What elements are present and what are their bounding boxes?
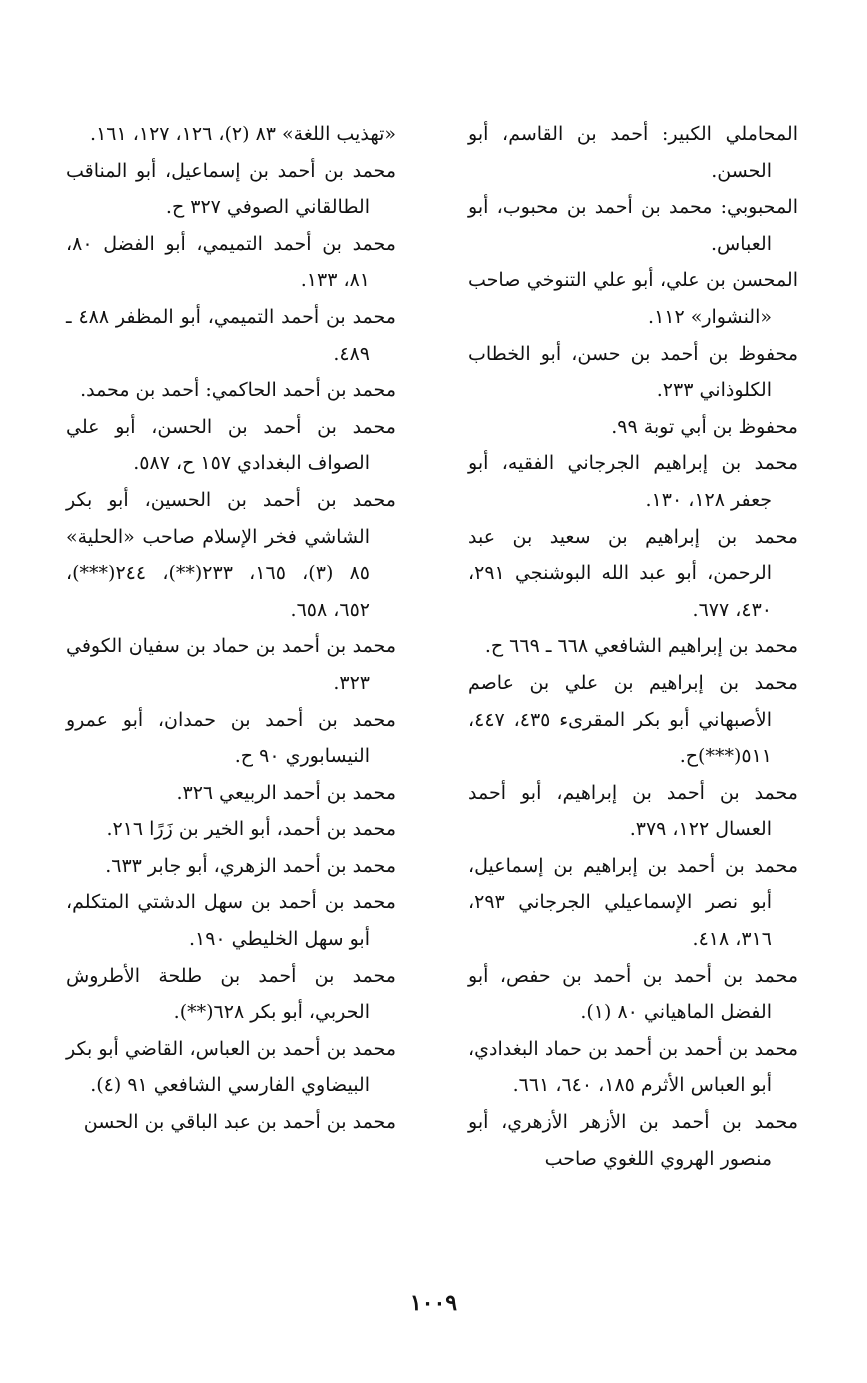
index-entry: محمد بن أحمد بن حماد بن سفيان الكوفي ٣٢٣.	[66, 635, 396, 694]
index-entry: محمد بن إبراهيم الجرجاني الفقيه، أبو جعفر ١٢٨، ١٣٠.	[468, 452, 798, 511]
page-number: ١٠٠٩	[409, 1290, 458, 1316]
index-entry: محمد بن أحمد بن طلحة الأطروش الحربي، أبو بكر ٦٢٨(**).	[66, 964, 396, 1024]
index-entry: محمد بن أحمد بن أحمد بن حفص، أبو الفضل الماهياني ٨٠ (١).	[468, 964, 798, 1024]
index-entry: المحسن بن علي، أبو علي التنوخي صاحب «النشوار» ١١٢.	[468, 269, 798, 328]
index-entry: محمد بن أحمد بن عبد الباقي بن الحسن	[83, 1111, 396, 1134]
index-entry: محمد بن أحمد التميمي، أبو المظفر ٤٨٨ ـ ٤٨٩.	[66, 305, 396, 365]
index-entry: محمد بن أحمد بن إبراهيم بن إسماعيل، أبو نصر الإسماعيلي الجرجاني ٢٩٣، ٣١٦، ٤١٨.	[468, 854, 798, 951]
index-entry: محمد بن أحمد بن أحمد بن حماد البغدادي، أبو العباس الأثرم ١٨٥، ٦٤٠، ٦٦١.	[468, 1037, 798, 1097]
index-entry: محفوظ بن أبي توبة ٩٩.	[611, 415, 798, 438]
index-entry: محمد بن أحمد بن سهل الدشتي المتكلم، أبو سهل الخليطي ١٩٠.	[66, 891, 396, 951]
index-entry: محمد بن أحمد بن إسماعيل، أبو المناقب الطالقاني الصوفي ٣٢٧ ح.	[66, 159, 396, 219]
index-entry: المحبوبي: محمد بن أحمد بن محبوب، أبو العباس.	[468, 196, 798, 255]
index-entry: محمد بن أحمد بن العباس، القاضي أبو بكر البيضاوي الفارسي الشافعي ٩١ (٤).	[66, 1037, 396, 1097]
index-entry: محمد بن أحمد بن الحسن، أبو علي الصواف البغدادي ١٥٧ ح، ٥٨٧.	[66, 415, 396, 475]
index-entry: المحاملي الكبير: أحمد بن القاسم، أبو الحسن.	[468, 123, 798, 182]
left-column	[66, 116, 396, 1141]
index-entry: محمد بن أحمد الربيعي ٣٢٦.	[176, 781, 396, 804]
index-entry: محمد بن إبراهيم بن سعيد بن عبد الرحمن، أبو عبد الله البوشنجي ٢٩١، ٤٣٠، ٦٧٧.	[468, 525, 798, 621]
index-entry: محمد بن أحمد الزهري، أبو جابر ٦٣٣.	[105, 854, 396, 877]
index-entry: محفوظ بن أحمد بن حسن، أبو الخطاب الكلوذاني ٢٣٣.	[468, 342, 798, 402]
right-column	[468, 116, 798, 1177]
index-entry: محمد بن أحمد، أبو الخير بن زَرًا ٢١٦.	[106, 818, 396, 841]
index-entry: محمد بن إبراهيم بن علي بن عاصم الأصبهاني أبو بكر المقرىء ٤٣٥، ٤٤٧، ٥١١(***)ح.	[468, 671, 798, 768]
index-entry: محمد بن أحمد بن الحسين، أبو بكر الشاشي فخر الإسلام صاحب «الحلية» ٨٥ (٣)، ١٦٥، ٢٣٣(**)، ٢٤٤(***)، ٦٥٢، ٦٥٨.	[66, 488, 396, 621]
index-entry: محمد بن أحمد بن حمدان، أبو عمرو النيسابوري ٩٠ ح.	[66, 708, 396, 768]
index-entry: محمد بن أحمد التميمي، أبو الفضل ٨٠، ٨١، ١٣٣.	[66, 232, 396, 292]
index-entry: محمد بن أحمد بن الأزهر الأزهري، أبو منصور الهروي اللغوي صاحب	[468, 1111, 798, 1170]
index-entry: «تهذيب اللغة» ٨٣ (٢)، ١٢٦، ١٢٧، ١٦١.	[90, 123, 396, 145]
index-entry: محمد بن أحمد بن إبراهيم، أبو أحمد العسال ١٢٢، ٣٧٩.	[468, 781, 798, 841]
index-entry: محمد بن أحمد الحاكمي: أحمد بن محمد.	[80, 379, 396, 402]
index-entry: محمد بن إبراهيم الشافعي ٦٦٨ ـ ٦٦٩ ح.	[484, 635, 798, 658]
